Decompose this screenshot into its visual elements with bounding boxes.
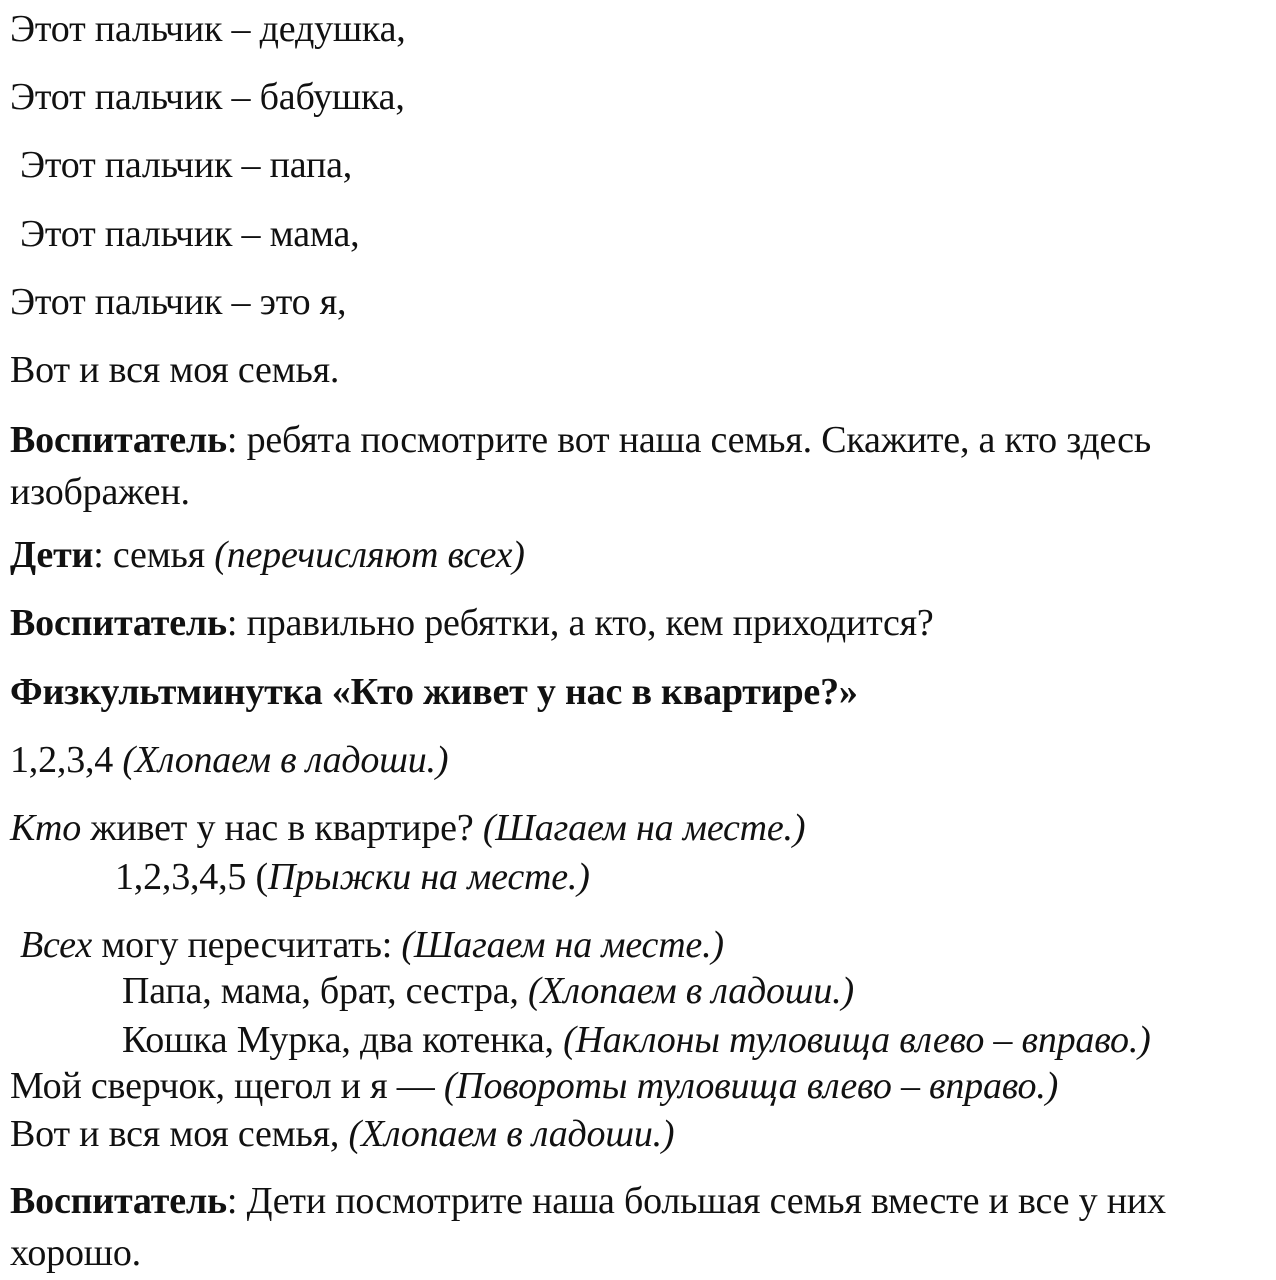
exercise-action: (Хлопаем в ладоши.) xyxy=(122,739,449,781)
dialogue-teacher-1 xyxy=(10,414,1260,518)
poem-line-3: Этот пальчик – папа, xyxy=(20,144,353,186)
exercise-line-5 xyxy=(122,966,854,1016)
speaker-label: Воспитатель xyxy=(10,419,227,461)
poem-line-6: Вот и вся моя семья. xyxy=(10,349,340,391)
dialogue-teacher-2 xyxy=(10,598,934,648)
poem-line-5: Этот пальчик – это я, xyxy=(10,281,347,323)
exercise-text: Вот и вся моя семья, xyxy=(10,1113,349,1155)
exercise-action: (Хлопаем в ладоши.) xyxy=(348,1113,675,1155)
speaker-label: Воспитатель xyxy=(10,602,227,644)
exercise-action: (Наклоны туловища влево – вправо.) xyxy=(563,1019,1151,1061)
exercise-action: (Шагаем на месте.) xyxy=(401,924,724,966)
exercise-text: Мой сверчок, щегол и я — xyxy=(10,1065,444,1107)
exercise-text: Кошка Мурка, два котенка, xyxy=(122,1019,564,1061)
exercise-italic-word: Всех xyxy=(20,924,93,966)
speaker-separator: : xyxy=(226,1180,247,1222)
exercise-action: Прыжки на месте.) xyxy=(267,856,590,898)
closing-text: Дети посмотрите наша большая семья вместе и все у них хорошо. xyxy=(10,1180,1166,1274)
exercise-action: (Повороты туловища влево – вправо.) xyxy=(443,1065,1059,1107)
exercise-text: живет у нас в квартире? xyxy=(81,807,483,849)
exercise-line-1 xyxy=(10,735,448,785)
exercise-text: 1,2,3,4,5 ( xyxy=(115,856,268,898)
exercise-text: Папа, мама, брат, сестра, xyxy=(122,970,529,1012)
exercise-line-8 xyxy=(10,1109,674,1159)
exercise-text: 1,2,3,4 xyxy=(10,739,123,781)
poem-line-1: Этот пальчик – дедушка, xyxy=(10,8,406,50)
speaker-separator: : xyxy=(226,602,247,644)
closing-teacher xyxy=(10,1175,1260,1279)
speaker-label: Дети xyxy=(10,534,94,576)
exercise-line-6 xyxy=(122,1015,1151,1065)
poem-line-4: Этот пальчик – мама, xyxy=(20,213,360,255)
exercise-line-4 xyxy=(20,920,724,970)
dialogue-text: семья xyxy=(112,534,215,576)
dialogue-text: правильно ребятки, а кто, кем приходится? xyxy=(246,602,934,644)
exercise-line-3 xyxy=(115,852,590,902)
exercise-text: могу пересчитать: xyxy=(92,924,402,966)
speaker-separator: : xyxy=(226,419,247,461)
exercise-title: Физкультминутка «Кто живет у нас в квартире?» xyxy=(10,671,858,713)
dialogue-children xyxy=(10,530,525,580)
exercise-action: (Хлопаем в ладоши.) xyxy=(528,970,854,1012)
exercise-line-7 xyxy=(10,1061,1058,1111)
stage-direction: (перечисляют всех) xyxy=(214,534,525,576)
exercise-line-2 xyxy=(10,803,805,853)
exercise-italic-word: Кто xyxy=(10,807,82,849)
poem-line-2: Этот пальчик – бабушка, xyxy=(10,76,405,118)
speaker-label: Воспитатель xyxy=(10,1180,227,1222)
exercise-action: (Шагаем на месте.) xyxy=(482,807,806,849)
speaker-separator: : xyxy=(93,534,113,576)
dialogue-text: ребята посмотрите вот наша семья. Скажите, а кто здесь изображен. xyxy=(10,419,1151,513)
